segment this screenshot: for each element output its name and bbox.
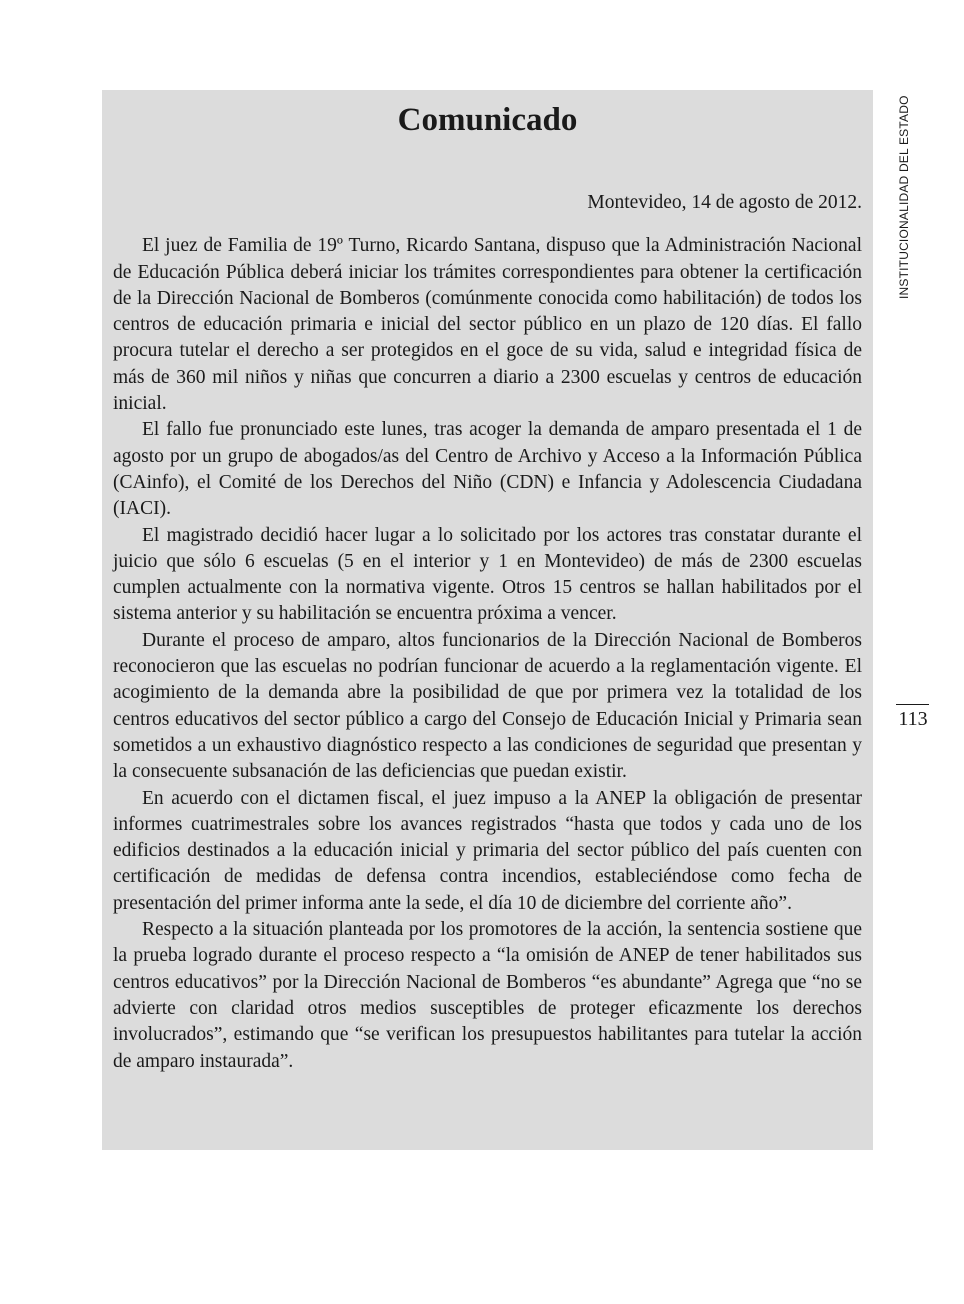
paragraph-5: En acuerdo con el dictamen fiscal, el juez impuso a la ANEP la obligación de presentar informes cuatrimestrales sobre los avances registrados “hasta que todos y cada uno de los edificios destinados a la educación inicial y primaria del sector público del país cuenten con certificación de medidas de defensa contra incendios, estableciéndose como fecha de presentación del primer informa ante la sede, el día 10 de diciembre del corriente año”. (113, 787, 862, 914)
paragraph-3: El magistrado decidió hacer lugar a lo solicitado por los actores tras constatar durante el juicio que sólo 6 escuelas (5 en el interior y 1 en Montevideo) de más de 2300 escuelas cumplen actualmente con la normativa vigente. Otros 15 centros se hallan habilitados por el sistema anterior y su habilitación se encuentra próxima a vencer. (113, 524, 862, 625)
communique-date: Montevideo, 14 de agosto de 2012. (587, 192, 862, 213)
communique-box (102, 90, 873, 1150)
page-number-rule (896, 704, 929, 705)
communique-title: Comunicado (397, 102, 578, 138)
page-number: 113 (898, 708, 928, 730)
paragraph-4: Durante el proceso de amparo, altos funcionarios de la Dirección Nacional de Bomberos reconocieron que las escuelas no podrían funcionar de acuerdo a la reglamentación vigente. El acogimiento de la demanda abre la posibilidad de que por primera vez la totalidad de los centros educativos del sector público a cargo del Consejo de Educación Inicial y Primaria sean sometidos a un exhaustivo diagnóstico respecto a las condiciones de seguridad que presentan y la consecuente subsanación de las deficiencias que puedan existir. (113, 629, 862, 783)
paragraph-2: El fallo fue pronunciado este lunes, tras acoger la demanda de amparo presentada el 1 de agosto por un grupo de abogados/as del Centro de Archivo y Acceso a la Información Pública (CAinfo), el Comité de los Derechos del Niño (CDN) e Infancia y Adolescencia Ciudadana (IACI). (113, 419, 862, 520)
paragraph-1: El juez de Familia de 19º Turno, Ricardo Santana, dispuso que la Administración Nacional de Educación Pública deberá iniciar los trámites correspondientes para obtener la certificación de la Dirección Nacional de Bomberos (comúnmente conocida como habilitación) de todos los centros de educación primaria e inicial del sector público en un plazo de 120 días. El fallo procura tutelar el derecho a ser protegidos en el goce de su vida, salud e integridad física de más de 360 mil niños y niñas que concurren a diario a 2300 escuelas y centros de educación inicial. (113, 235, 862, 415)
section-side-label: INSTITUCIONALIDAD DEL ESTADO (897, 95, 911, 299)
paragraph-6: Respecto a la situación planteada por los promotores de la acción, la sentencia sostiene que la prueba logrado durante el proceso respecto a “la omisión de ANEP de tener habilitados sus centros educativos” por la Dirección Nacional de Bomberos “es abundante” Agrega que “no se advierte con claridad otros medios susceptibles de proteger eficazmente los derechos involucrados”, estimando que “se verifican los presupuestos habilitantes para tutelar la acción de amparo instaurada”. (113, 919, 862, 1072)
